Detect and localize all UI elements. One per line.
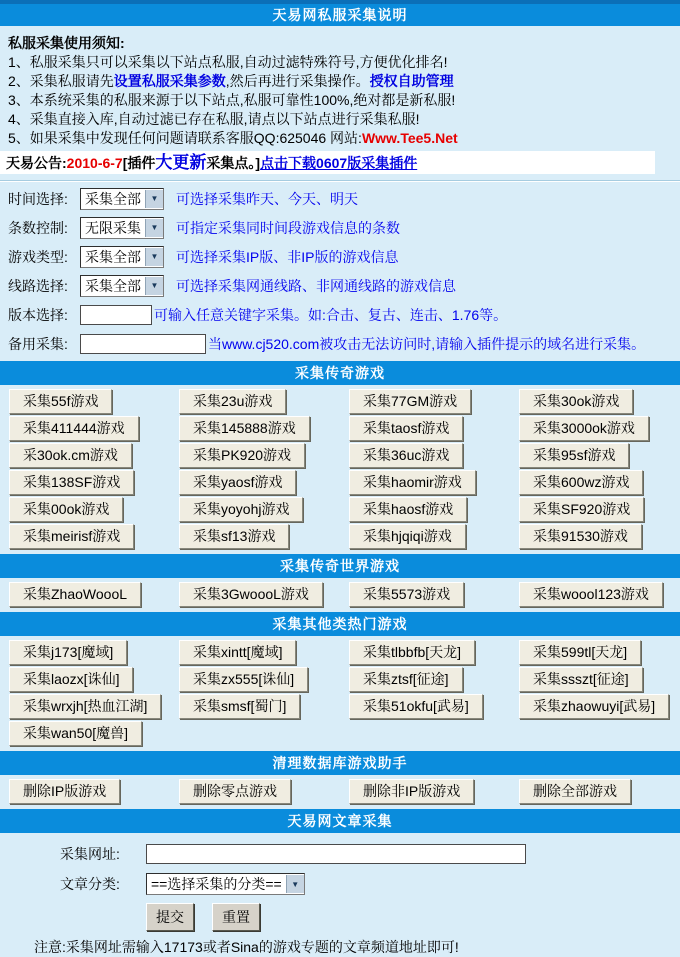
button-cell bbox=[510, 639, 680, 666]
collect-button[interactable]: 采集ztsf[征途] bbox=[349, 667, 463, 692]
button-cell bbox=[510, 442, 680, 469]
collect-button[interactable]: 采集xintt[魔域] bbox=[179, 640, 296, 665]
time-select-row bbox=[8, 187, 680, 210]
button-cell bbox=[340, 442, 510, 469]
notice-item-2 bbox=[8, 72, 680, 91]
button-cell bbox=[340, 415, 510, 442]
button-cell bbox=[0, 442, 170, 469]
announcement-date: 2010-6-7 bbox=[66, 155, 123, 171]
button-cell bbox=[0, 496, 170, 523]
collect-button[interactable]: 采集77GM游戏 bbox=[349, 389, 471, 414]
button-cell bbox=[0, 415, 170, 442]
button-cell bbox=[170, 778, 340, 805]
collect-button[interactable]: 采集3000ok游戏 bbox=[519, 416, 649, 441]
collect-button[interactable]: 采集smsf[蜀门] bbox=[179, 694, 300, 719]
line-select-value: 采集全部 bbox=[85, 277, 141, 294]
count-select[interactable] bbox=[80, 217, 164, 239]
button-grid bbox=[0, 578, 680, 610]
button-cell bbox=[0, 523, 170, 550]
button-cell bbox=[0, 666, 170, 693]
delete-button[interactable]: 删除全部游戏 bbox=[519, 779, 631, 804]
button-cell bbox=[340, 720, 510, 747]
notice-item-5 bbox=[8, 129, 680, 148]
announcement-label: 天易公告: bbox=[6, 155, 67, 171]
section-header: 采集传奇世界游戏 bbox=[0, 554, 680, 578]
button-cell bbox=[170, 720, 340, 747]
collect-button[interactable]: 采集yaosf游戏 bbox=[179, 470, 296, 495]
count-select-row bbox=[8, 216, 680, 239]
reset-button[interactable]: 重置 bbox=[212, 903, 260, 931]
collect-button[interactable]: 采集wrxjh[热血江湖] bbox=[9, 694, 161, 719]
notice-item-2-mid: ,然后再进行采集操作。 bbox=[225, 73, 370, 89]
collect-button[interactable]: 采集599tl[天龙] bbox=[519, 640, 641, 665]
collect-button[interactable]: 采集145888游戏 bbox=[179, 416, 310, 441]
button-cell bbox=[340, 778, 510, 805]
button-cell bbox=[170, 496, 340, 523]
notice-item-5-text: 5、如果采集中发现任何问题请联系客服QQ:625046 网站: bbox=[8, 130, 362, 146]
backup-input[interactable] bbox=[80, 334, 206, 354]
chevron-down-icon[interactable]: ▼ bbox=[145, 219, 163, 237]
notice-item-4: 4、采集直接入库,自动过滤已存在私服,请点以下站点进行采集私服! bbox=[8, 111, 420, 127]
article-category-value: ==选择采集的分类== bbox=[151, 876, 282, 892]
button-cell bbox=[340, 469, 510, 496]
collect-button[interactable]: 采集PK920游戏 bbox=[179, 443, 305, 468]
article-buttons-row bbox=[0, 904, 680, 930]
announcement-bar bbox=[0, 151, 655, 174]
gametype-select-help: 可选择采集IP版、非IP版的游戏信息 bbox=[176, 248, 399, 265]
collect-button[interactable]: 采集411444游戏 bbox=[9, 416, 139, 441]
collect-button[interactable]: 采集ZhaoWoooL bbox=[9, 582, 141, 607]
button-cell bbox=[340, 581, 510, 608]
collect-button[interactable]: 采集SF920游戏 bbox=[519, 497, 644, 522]
button-grid bbox=[0, 385, 680, 552]
button-cell bbox=[510, 778, 680, 805]
time-select-label: 时间选择: bbox=[8, 190, 68, 207]
gametype-select-value: 采集全部 bbox=[85, 248, 141, 265]
count-select-value: 无限采集 bbox=[85, 219, 141, 236]
divider bbox=[0, 180, 680, 182]
chevron-down-icon[interactable]: ▼ bbox=[286, 875, 304, 893]
self-manage-link[interactable]: 授权自助管理 bbox=[369, 73, 454, 89]
gametype-select-row bbox=[8, 245, 680, 268]
chevron-down-icon[interactable]: ▼ bbox=[145, 190, 163, 208]
collect-button[interactable]: 采集wan50[魔兽] bbox=[9, 721, 142, 746]
set-params-link[interactable]: 设置私服采集参数 bbox=[113, 73, 226, 89]
button-cell bbox=[510, 415, 680, 442]
collect-button[interactable]: 采集zhaowuyi[武易] bbox=[519, 694, 669, 719]
collect-button[interactable]: 采集zx555[诛仙] bbox=[179, 667, 308, 692]
button-cell bbox=[0, 720, 170, 747]
announcement-highlight: 大更新 bbox=[155, 153, 207, 172]
backup-input-help: 当www.cj520.com被攻击无法访问时,请输入插件提示的域名进行采集。 bbox=[208, 335, 646, 352]
button-grid bbox=[0, 775, 680, 807]
section-header: 采集传奇游戏 bbox=[0, 361, 680, 385]
backup-input-label: 备用采集: bbox=[8, 335, 68, 352]
delete-button[interactable]: 删除非IP版游戏 bbox=[349, 779, 474, 804]
button-cell bbox=[510, 523, 680, 550]
button-cell bbox=[340, 639, 510, 666]
count-select-label: 条数控制: bbox=[8, 219, 68, 236]
article-category-select[interactable] bbox=[146, 873, 305, 895]
button-cell bbox=[340, 523, 510, 550]
time-select-help: 可选择采集昨天、今天、明天 bbox=[176, 190, 358, 207]
section-header: 采集其他类热门游戏 bbox=[0, 612, 680, 636]
collect-params-form bbox=[0, 187, 680, 355]
collect-button[interactable]: 采集j173[魔域] bbox=[9, 640, 127, 665]
button-cell bbox=[340, 666, 510, 693]
collect-button[interactable]: 采集30ok游戏 bbox=[519, 389, 633, 414]
button-cell bbox=[170, 639, 340, 666]
button-cell bbox=[170, 442, 340, 469]
button-grid bbox=[0, 636, 680, 749]
button-cell bbox=[510, 693, 680, 720]
collect-button[interactable]: 采集haosf游戏 bbox=[349, 497, 467, 522]
collect-button[interactable]: 采集36uc游戏 bbox=[349, 443, 463, 468]
collect-button[interactable]: 采集hjqiqi游戏 bbox=[349, 524, 466, 549]
button-cell bbox=[0, 693, 170, 720]
chevron-down-icon[interactable]: ▼ bbox=[145, 277, 163, 295]
delete-button[interactable]: 删除IP版游戏 bbox=[9, 779, 120, 804]
button-cell bbox=[0, 581, 170, 608]
page-title: 天易网私服采集说明 bbox=[0, 0, 680, 26]
collect-button[interactable]: 采集ssszt[征途] bbox=[519, 667, 643, 692]
line-select-help: 可选择采集网通线路、非网通线路的游戏信息 bbox=[176, 277, 456, 294]
button-cell bbox=[170, 415, 340, 442]
collect-button[interactable]: 采30ok.cm游戏 bbox=[9, 443, 132, 468]
notice-item-1: 1、私服采集只可以采集以下站点私服,自动过滤特殊符号,方便优化排名! bbox=[8, 54, 448, 70]
collect-button[interactable]: 采集95sf游戏 bbox=[519, 443, 629, 468]
button-cell bbox=[0, 469, 170, 496]
article-url-label: 采集网址: bbox=[60, 846, 120, 862]
button-cell bbox=[510, 469, 680, 496]
button-sections bbox=[0, 361, 680, 807]
count-select-help: 可指定采集同时间段游戏信息的条数 bbox=[176, 219, 400, 236]
collect-button[interactable]: 采集91530游戏 bbox=[519, 524, 642, 549]
gametype-select[interactable] bbox=[80, 246, 164, 268]
collect-button[interactable]: 采集138SF游戏 bbox=[9, 470, 134, 495]
line-select[interactable] bbox=[80, 275, 164, 297]
collect-button[interactable]: 采集laozx[诛仙] bbox=[9, 667, 133, 692]
button-cell bbox=[170, 693, 340, 720]
collect-button[interactable]: 采集woool123游戏 bbox=[519, 582, 663, 607]
button-cell bbox=[170, 469, 340, 496]
usage-notice bbox=[0, 26, 680, 148]
download-plugin-link[interactable]: 点击下载0607版采集插件 bbox=[260, 155, 418, 171]
submit-button[interactable]: 提交 bbox=[146, 903, 194, 931]
button-cell bbox=[510, 581, 680, 608]
button-cell bbox=[170, 523, 340, 550]
collect-button[interactable]: 采集taosf游戏 bbox=[349, 416, 463, 441]
version-input[interactable] bbox=[80, 305, 152, 325]
gametype-select-label: 游戏类型: bbox=[8, 248, 68, 265]
time-select[interactable] bbox=[80, 188, 164, 210]
collect-button[interactable]: 采集5573游戏 bbox=[349, 582, 464, 607]
time-select-value: 采集全部 bbox=[85, 190, 141, 207]
collect-button[interactable]: 采集23u游戏 bbox=[179, 389, 286, 414]
button-cell bbox=[0, 639, 170, 666]
version-input-label: 版本选择: bbox=[8, 306, 68, 323]
button-cell bbox=[170, 388, 340, 415]
delete-button[interactable]: 删除零点游戏 bbox=[179, 779, 291, 804]
collect-button[interactable]: 采集meirisf游戏 bbox=[9, 524, 134, 549]
collect-button[interactable]: 采集tlbbfb[天龙] bbox=[349, 640, 475, 665]
chevron-down-icon[interactable]: ▼ bbox=[145, 248, 163, 266]
line-select-label: 线路选择: bbox=[8, 277, 68, 294]
button-cell bbox=[340, 693, 510, 720]
article-url-input[interactable] bbox=[146, 844, 526, 864]
section-header: 清理数据库游戏助手 bbox=[0, 751, 680, 775]
button-cell bbox=[510, 666, 680, 693]
notice-item-2-text: 2、采集私服请先 bbox=[8, 73, 114, 89]
collect-button[interactable]: 采集3GwoooL游戏 bbox=[179, 582, 323, 607]
announcement-bracket-post: 采集点。] bbox=[206, 155, 261, 171]
collect-button[interactable]: 采集yoyohj游戏 bbox=[179, 497, 303, 522]
article-section-header: 天易网文章采集 bbox=[0, 809, 680, 833]
button-cell bbox=[510, 720, 680, 747]
notice-item-3: 3、本系统采集的私服来源于以下站点,私服可靠性100%,绝对都是新私服! bbox=[8, 92, 456, 108]
footnote: 注意:采集网址需输入17173或者Sina的游戏专题的文章频道地址即可! bbox=[34, 939, 459, 955]
announcement-bracket-pre: [插件 bbox=[122, 155, 156, 171]
button-cell bbox=[0, 388, 170, 415]
article-url-row bbox=[0, 842, 680, 866]
button-cell bbox=[340, 496, 510, 523]
article-form bbox=[0, 842, 680, 930]
collect-button[interactable]: 采集00ok游戏 bbox=[9, 497, 123, 522]
button-cell bbox=[340, 388, 510, 415]
collect-button[interactable]: 采集51okfu[武易] bbox=[349, 694, 483, 719]
article-category-label: 文章分类: bbox=[60, 876, 120, 892]
button-cell bbox=[170, 581, 340, 608]
notice-heading: 私服采集使用须知: bbox=[8, 35, 125, 51]
version-input-help: 可输入任意关键字采集。如:合击、复古、连击、1.76等。 bbox=[154, 306, 508, 323]
button-cell bbox=[0, 778, 170, 805]
article-category-row bbox=[0, 872, 680, 896]
button-cell bbox=[510, 496, 680, 523]
collect-button[interactable]: 采集sf13游戏 bbox=[179, 524, 289, 549]
backup-input-row bbox=[8, 332, 680, 355]
button-cell bbox=[170, 666, 340, 693]
collect-button[interactable]: 采集55f游戏 bbox=[9, 389, 112, 414]
site-link[interactable]: Www.Tee5.Net bbox=[361, 130, 458, 146]
line-select-row bbox=[8, 274, 680, 297]
collect-button[interactable]: 采集600wz游戏 bbox=[519, 470, 643, 495]
version-input-row bbox=[8, 303, 680, 326]
collect-button[interactable]: 采集haomir游戏 bbox=[349, 470, 476, 495]
button-cell bbox=[510, 388, 680, 415]
